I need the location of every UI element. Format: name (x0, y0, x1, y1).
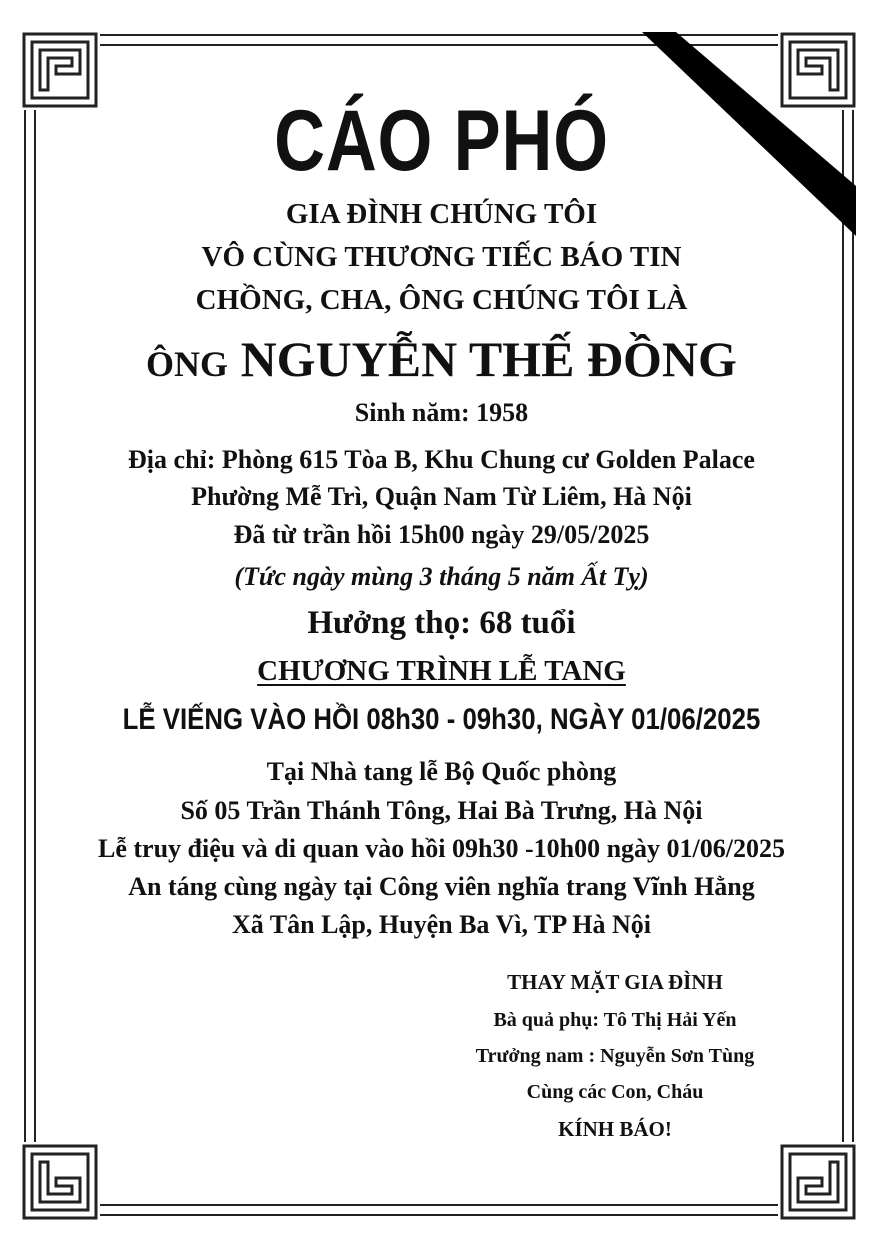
birth-year: Sinh năm: 1958 (354, 398, 529, 427)
age: Hưởng thọ: 68 tuổi (307, 605, 576, 641)
address-line-2: Phường Mễ Trì, Quận Nam Từ Liêm, Hà Nội (191, 482, 692, 511)
signature-eldest-son: Trưởng nam : Nguyễn Sơn Tùng (475, 1045, 755, 1067)
death-date: Đã từ trần hồi 15h00 ngày 29/05/2025 (233, 520, 650, 549)
corner-ornament-bottom-left (20, 1142, 100, 1222)
memorial-time: Lễ truy điệu và di quan vào hồi 09h30 -10h00 ngày 01/06/2025 (98, 834, 785, 863)
intro-line-2: VÔ CÙNG THƯƠNG TIẾC BÁO TIN (201, 241, 682, 273)
lunar-date: (Tức ngày mùng 3 tháng 5 năm Ất Tỵ) (234, 562, 649, 591)
corner-ornament-bottom-right (778, 1142, 858, 1222)
intro-line-3: CHỒNG, CHA, ÔNG CHÚNG TÔI LÀ (195, 284, 688, 316)
burial-line-2: Xã Tân Lập, Huyện Ba Vì, TP Hà Nội (231, 910, 651, 939)
viewing-time: LỄ VIẾNG VÀO HỒI 08h30 - 09h30, NGÀY 01/06/2025 (122, 703, 761, 736)
page-title: CÁO PHÓ (274, 93, 609, 189)
address-line-1: Địa chỉ: Phòng 615 Tòa B, Khu Chung cư Golden Palace (128, 445, 755, 474)
signature-family: Cùng các Con, Cháu (526, 1081, 704, 1103)
honorific: ÔNG (146, 344, 229, 384)
place-line-2: Số 05 Trần Thánh Tông, Hai Bà Trưng, Hà Nội (180, 796, 703, 825)
program-heading: CHƯƠNG TRÌNH LỄ TANG (257, 655, 626, 687)
burial-line-1: An táng cùng ngày tại Công viên nghĩa trang Vĩnh Hằng (128, 872, 755, 901)
deceased-name: NGUYỄN THẾ ĐỒNG (240, 331, 737, 387)
place-line-1: Tại Nhà tang lễ Bộ Quốc phòng (266, 757, 617, 786)
signature-widow: Bà quả phụ: Tô Thị Hải Yến (493, 1009, 737, 1031)
signature-closing: KÍNH BÁO! (558, 1117, 672, 1141)
deceased-name-line (0, 330, 883, 388)
signature-heading: THAY MẶT GIA ĐÌNH (507, 970, 723, 994)
intro-line-1: GIA ĐÌNH CHÚNG TÔI (285, 198, 598, 230)
